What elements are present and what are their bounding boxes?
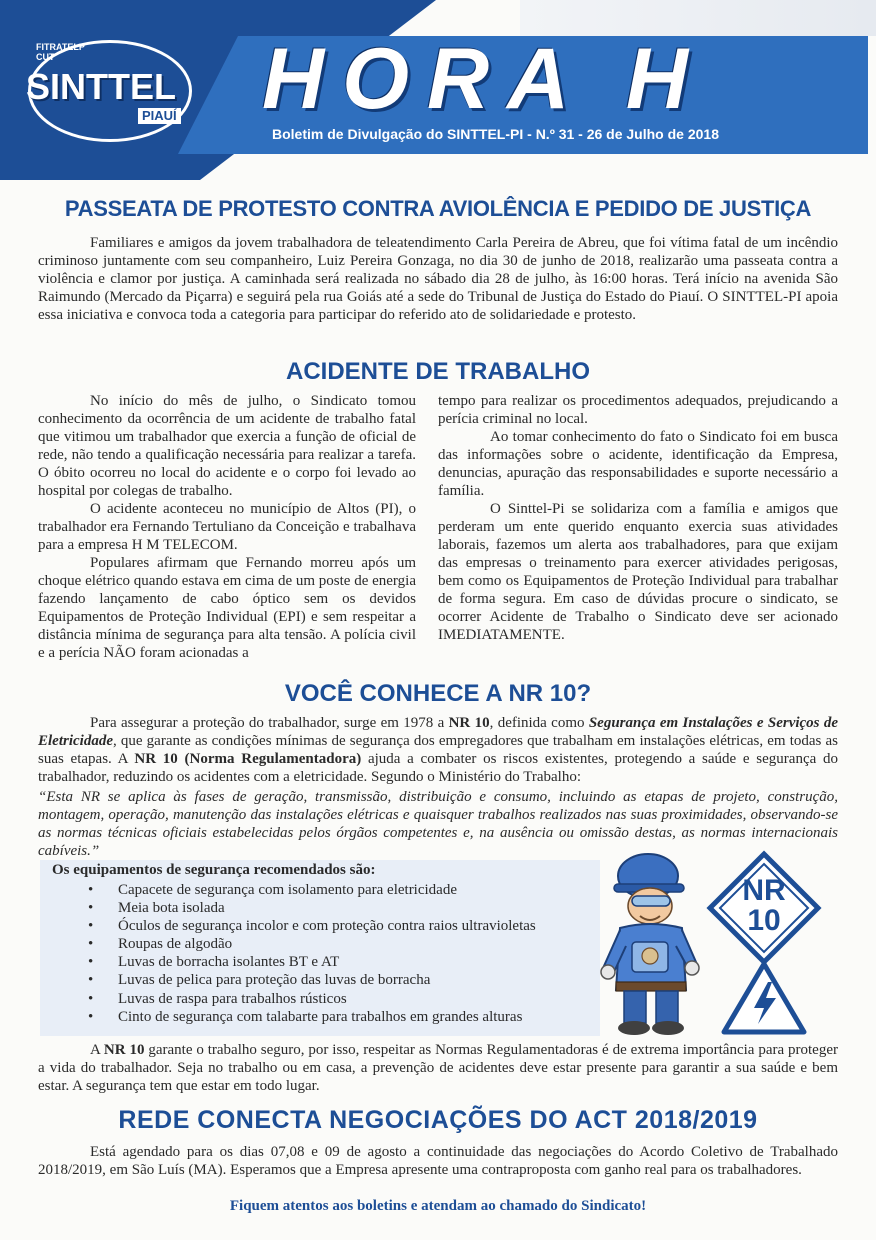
- nr10-intro-definition: Segurança em Instalações e Serviços de Eletricidade: [38, 715, 839, 749]
- list-item: • Óculos de segurança incolor e com proteção contra raios ultravioletas: [88, 917, 536, 935]
- article-protest-body: Familiares e amigos da jovem trabalhadora de teleatendimento Carla Pereira de Abreu, que foi vítima fatal de um incêndio criminoso juntamente com seu companheiro, Luiz Pereira Gonzaga, no dia 30 de junho de 2018, realizarão uma passeata contra a violência e clamor por justiça. A caminhada será realizada no sábado dia 28 de julho, às 16:00 horas. Terá início na avenida São Raimundo (Mercado da Piçarra) e seguirá pela rua Goiás até a sede do Tribunal de Justiça do Estado do Piauí. O SINTTEL-PI apoia essa iniciativa e convoca toda a categoria para participar do referido ato de solidariedade e protesto.: [38, 235, 838, 323]
- list-item: • Capacete de segurança com isolamento para eletricidade: [88, 881, 536, 899]
- nr10-intro-text: , definida como: [489, 715, 589, 731]
- article-protest-title: PASSEATA DE PROTESTO CONTRA AVIOLÊNCIA E PEDIDO DE JUSTIÇA: [64, 196, 812, 221]
- logo-cut: CUT: [36, 52, 55, 62]
- sinttel-logo: [22, 32, 192, 140]
- accident-paragraph: Ao tomar conhecimento do fato o Sindicato foi em busca das informações sobre o acidente, identificação da Empresa, denuncias, apuração das responsabilidades e suporte necessário a família.: [438, 429, 838, 499]
- nr10-intro-text: Para assegurar a proteção do trabalhador, surge em 1978 a: [90, 715, 449, 731]
- nr10-closing-text: A: [90, 1042, 104, 1058]
- closing-call: Fiquem atentos aos boletins e atendam ao chamado do Sindicato!: [229, 1198, 647, 1214]
- nr10-intro-text: ajuda a combater os riscos existentes, protegendo a saúde e segurança do trabalhador, reduzindo os acidentes com a eletricidade. Segundo o Ministério do Trabalho:: [38, 751, 838, 785]
- logo-fitratelp: FITRATELP: [36, 42, 85, 52]
- nr10-closing: [38, 1041, 838, 1095]
- masthead: [0, 0, 876, 180]
- list-item: • Luvas de pelica para proteção das luvas de borracha: [88, 971, 536, 989]
- article-accident-title: ACIDENTE DE TRABALHO: [286, 358, 590, 385]
- equipment-list: [88, 881, 536, 1026]
- list-item: • Roupas de algodão: [88, 935, 536, 953]
- article-act-body: Está agendado para os dias 07,08 e 09 de agosto a continuidade das negociações do Acordo Coletivo de Trabalhado 2018/2019, em São Luís (MA). Esperamos que a Empresa apresente uma contraproposta com ganho real para os trabalhadores.: [38, 1144, 838, 1178]
- article-accident-right-column: [438, 392, 838, 644]
- nr10-intro-bold: NR 10 (Norma Regulamentadora): [134, 751, 362, 767]
- worker-mascot-icon: [596, 850, 706, 1036]
- nr10-intro-text: , que garante as condições mínimas de segurança dos empregadores que trabalham em instalações elétricas, em todas as suas etapas. A: [38, 733, 838, 767]
- nr10-badge-icon: [706, 850, 822, 966]
- nr10-intro: [38, 714, 838, 786]
- high-voltage-warning-icon: [720, 960, 808, 1036]
- article-accident-left-column: [38, 392, 416, 662]
- article-nr10-title: VOCÊ CONHECE A NR 10?: [284, 680, 592, 707]
- nr10-badge-label: [706, 876, 822, 936]
- list-item: • Meia bota isolada: [88, 899, 536, 917]
- nr10-badge-number: 10: [747, 904, 781, 937]
- nr10-closing-bold: NR 10: [103, 1042, 145, 1058]
- nr10-badge-nr: NR: [742, 874, 786, 907]
- nr10-closing-text: garante o trabalho seguro, por isso, respeitar as Normas Regulamentadoras é de extrema importância para proteger a vida do trabalhador. Seja no trabalho ou em casa, a prevenção de acidentes deve estar presente para garantir a sua saúde e bem estar. A segurança tem que estar em todo lugar.: [38, 1042, 838, 1094]
- logo-affiliation: [36, 42, 85, 62]
- list-item: • Cinto de segurança com talabarte para trabalhos em grandes alturas: [88, 1008, 536, 1026]
- logo-name: SINTTEL: [26, 66, 176, 107]
- nr10-intro-bold: NR 10: [448, 715, 490, 731]
- accident-paragraph: No início do mês de julho, o Sindicato tomou conhecimento da ocorrência de um acidente de trabalho fatal que vitimou um trabalhador que exercia a função de oficial de rede, não tendo a qualificação necessária para realizar a tarefa. O óbito ocorreu no local do acidente e o corpo foi levado ao hospital por colegas de trabalho.: [38, 393, 416, 499]
- article-act-title: REDE CONECTA NEGOCIAÇÕES DO ACT 2018/2019: [118, 1106, 758, 1134]
- accident-paragraph: O acidente aconteceu no município de Altos (PI), o trabalhador era Fernando Tertuliano da Conceição e trabalhava para a empresa H M TELECOM.: [38, 501, 416, 553]
- newsletter-subtitle: Boletim de Divulgação do SINTTEL-PI - N.º 31 - 26 de Julho de 2018: [272, 126, 719, 142]
- accident-paragraph: O Sinttel-Pi se solidariza com a família e amigos que perderam um ente querido enquanto exercia suas atividades laborais, fazemos um alerta aos trabalhadores, para que exijam das empresas o treinamento para exercer atividades perigosas, bem como os Equipamentos de Proteção Individual para trabalhar de forma segura. Em caso de dúvidas procure o sindicato, se ocorrer Acidente de Trabalho o Sindicato deve ser acionado IMEDIATAMENTE.: [438, 501, 838, 643]
- list-item: • Luvas de borracha isolantes BT e AT: [88, 953, 536, 971]
- accident-paragraph: tempo para realizar os procedimentos adequados, prejudicando a perícia criminal no local.: [438, 393, 838, 427]
- accident-paragraph: Populares afirmam que Fernando morreu após um choque elétrico quando estava em cima de um poste de energia fazendo lançamento de cabo óptico sem os devidos Equipamentos de Proteção Individual (EPI) e sem respeitar a distância mínima de segurança para alta tensão. A polícia civil e a perícia NÃO foram acionadas a: [38, 555, 416, 661]
- newsletter-title: HORA H: [262, 31, 707, 127]
- list-item: • Luvas de raspa para trabalhos rústicos: [88, 990, 536, 1008]
- nr10-ministry-quote: “Esta NR se aplica às fases de geração, transmissão, distribuição e consumo, incluindo as etapas de projeto, construção, montagem, operação, manutenção das instalações elétricas e quaisquer trabalhos realizados nas suas proximidades, observando-se as normas técnicas oficiais estabelecidas pelos órgãos competentes e, na ausência ou omissão destas, as normas internacionais cabíveis.”: [38, 789, 838, 859]
- equipment-title: Os equipamentos de segurança recomendados são:: [52, 862, 376, 878]
- logo-state: PIAUÍ: [138, 108, 181, 124]
